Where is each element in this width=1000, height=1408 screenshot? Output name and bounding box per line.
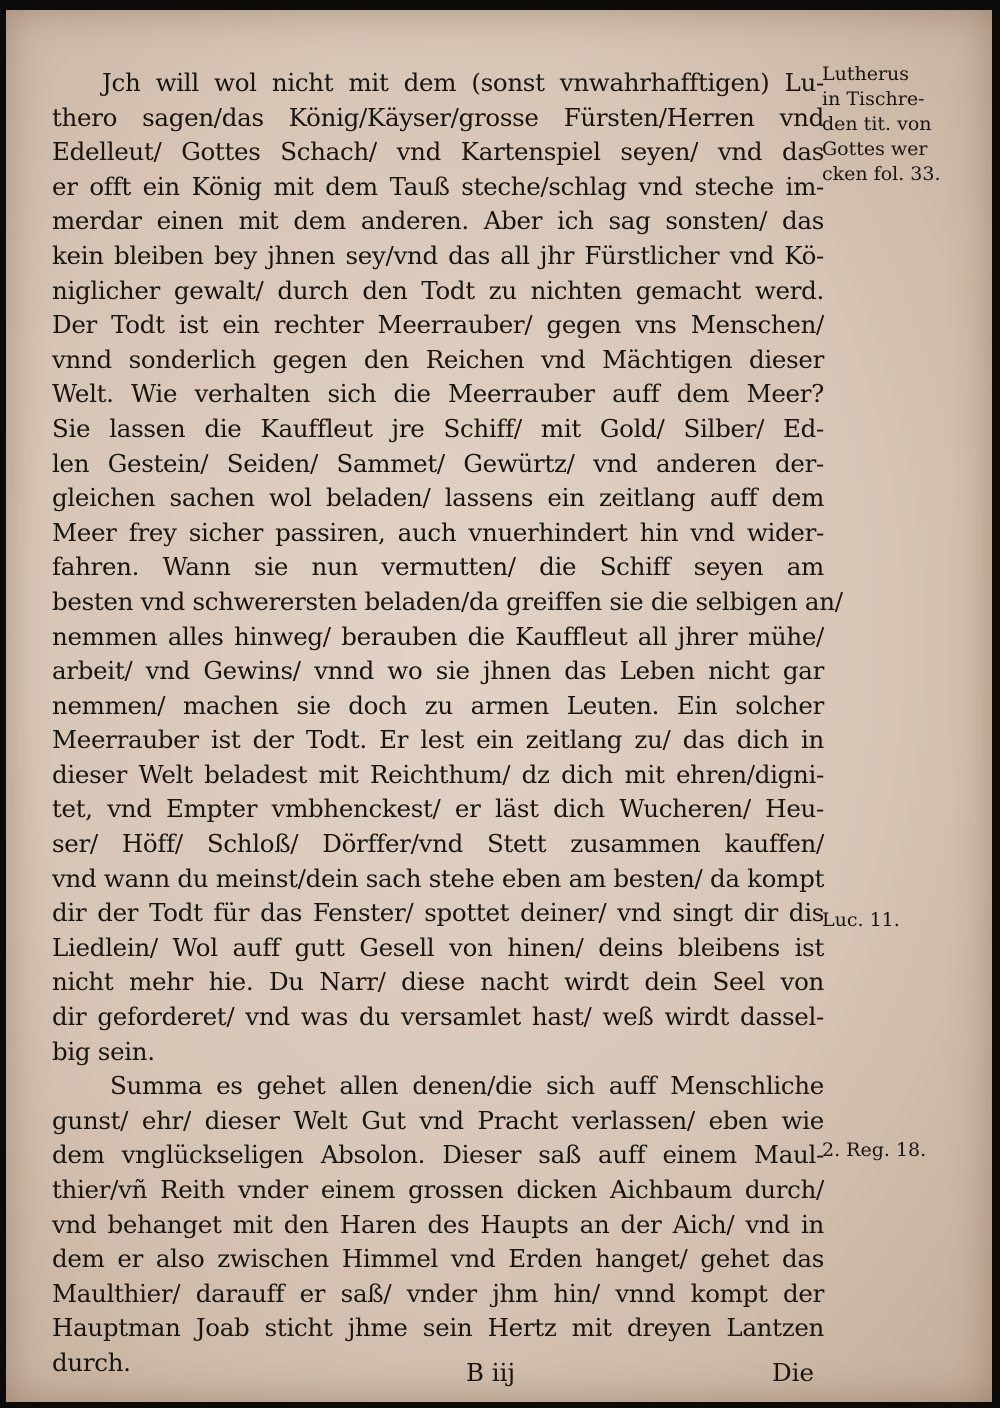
text-line: Meer frey sicher passiren, auch vnuerhindert hin vnd wider- [52, 517, 824, 547]
text-line: nemmen alles hinweg/ berauben die Kauffleut all jhrer mühe/ [52, 621, 824, 651]
text-line: durch. [52, 1347, 131, 1377]
text-line: dem er also zwischen Himmel vnd Erden hanget/ gehet das [52, 1244, 824, 1274]
text-line: kein bleiben bey jhnen sey/vnd das all jhr Fürstlicher vnd Kö- [52, 240, 824, 270]
text-line: er offt ein König mit dem Tauß steche/schlag vnd steche im- [52, 171, 824, 201]
signature-mark: B iij [466, 1358, 516, 1387]
text-line: Jch will wol nicht mit dem (sonst vnwahrhafftigen) Lu- [102, 68, 824, 97]
text-line: Edelleut/ Gottes Schach/ vnd Kartenspiel seyen/ vnd das [52, 137, 824, 167]
text-line: gleichen sachen wol beladen/ lassens ein zeitlang auff dem [52, 483, 824, 513]
margin-note-line: in Tischre- [822, 88, 925, 110]
text-line: thero sagen/das König/Käyser/grosse Fürsten/Herren vnd [52, 102, 824, 132]
margin-note-line: den tit. von [822, 113, 932, 135]
text-line: niglicher gewalt/ durch den Todt zu nichten gemacht werd. [52, 275, 824, 305]
margin-note-line: Luc. 11. [822, 909, 900, 931]
text-line: fahren. Wann sie nun vermutten/ die Schiff seyen am [52, 552, 824, 582]
text-line: merdar einen mit dem anderen. Aber ich sag sonsten/ das [52, 206, 824, 236]
text-line: tet, vnd Empter vmbhenckest/ er läst dich Wucheren/ Heu- [52, 794, 824, 824]
text-line: len Gestein/ Seiden/ Sammet/ Gewürtz/ vnd anderen der- [52, 448, 824, 478]
text-line: vnd wann du meinst/dein sach stehe eben am besten/ da kompt [52, 863, 824, 893]
text-line: nicht mehr hie. Du Narr/ diese nacht wirdt dein Seel von [52, 967, 824, 997]
text-line: vnd behanget mit den Haren des Haupts an der Aich/ vnd in [52, 1209, 824, 1239]
margin-note-reg [822, 1138, 972, 1163]
text-line: arbeit/ vnd Gewins/ vnnd wo sie jhnen das Leben nicht gar [52, 656, 824, 686]
text-line: gunst/ ehr/ dieser Welt Gut vnd Pracht verlassen/ eben wie [52, 1105, 824, 1135]
margin-note-line: 2. Reg. 18. [822, 1139, 927, 1161]
text-line: dieser Welt beladest mit Reichthum/ dz dich mit ehren/digni- [52, 759, 824, 789]
text-line: Welt. Wie verhalten sich die Meerrauber auff dem Meer? [52, 379, 824, 409]
text-line: Meerrauber ist der Todt. Er lest ein zeitlang zu/ das dich in [52, 725, 824, 755]
text-line: Summa es gehet allen denen/die sich auff Menschliche [110, 1071, 824, 1101]
text-line: thier/vñ Reith vnder einem grossen dicken Aichbaum durch/ [52, 1175, 824, 1204]
margin-note-luther [822, 62, 972, 187]
book-page [6, 10, 992, 1402]
text-line: ser/ Höff/ Schloß/ Dörffer/vnd Stett zusammen kauffen/ [52, 829, 824, 859]
body-text [52, 66, 843, 1381]
text-line: Liedlein/ Wol auff gutt Gesell von hinen/ deins bleibens ist [52, 932, 824, 962]
text-line: Sie lassen die Kauffleut jre Schiff/ mit Gold/ Silber/ Ed- [52, 413, 824, 443]
text-line: dir geforderet/ vnd was du versamlet hast/ weß wirdt dassel- [52, 1002, 824, 1032]
text-line: Der Todt ist ein rechter Meerrauber/ gegen vns Menschen/ [52, 310, 824, 340]
text-line: big sein. [52, 1036, 155, 1066]
text-line: besten vnd schwerersten beladen/da greiffen sie die selbigen an/ [52, 586, 843, 616]
text-line: vnnd sonderlich gegen den Reichen vnd Mächtigen dieser [52, 344, 824, 374]
catchword: Die [772, 1358, 814, 1387]
text-line: dir der Todt für das Fenster/ spottet deiner/ vnd singt dir dis [52, 898, 824, 928]
margin-note-line: cken fol. 33. [822, 163, 941, 185]
margin-note-luc [822, 908, 972, 933]
text-line: Maulthier/ darauff er saß/ vnder jhm hin/ vnnd kompt der [52, 1278, 824, 1308]
text-line: nemmen/ machen sie doch zu armen Leuten. Ein solcher [52, 690, 824, 720]
text-line: dem vnglückseligen Absolon. Dieser saß auff einem Maul- [52, 1140, 824, 1170]
text-line: Hauptman Joab sticht jhme sein Hertz mit dreyen Lantzen [52, 1313, 824, 1343]
margin-note-line: Lutherus [822, 63, 910, 85]
margin-note-line: Gottes wer [822, 138, 928, 160]
